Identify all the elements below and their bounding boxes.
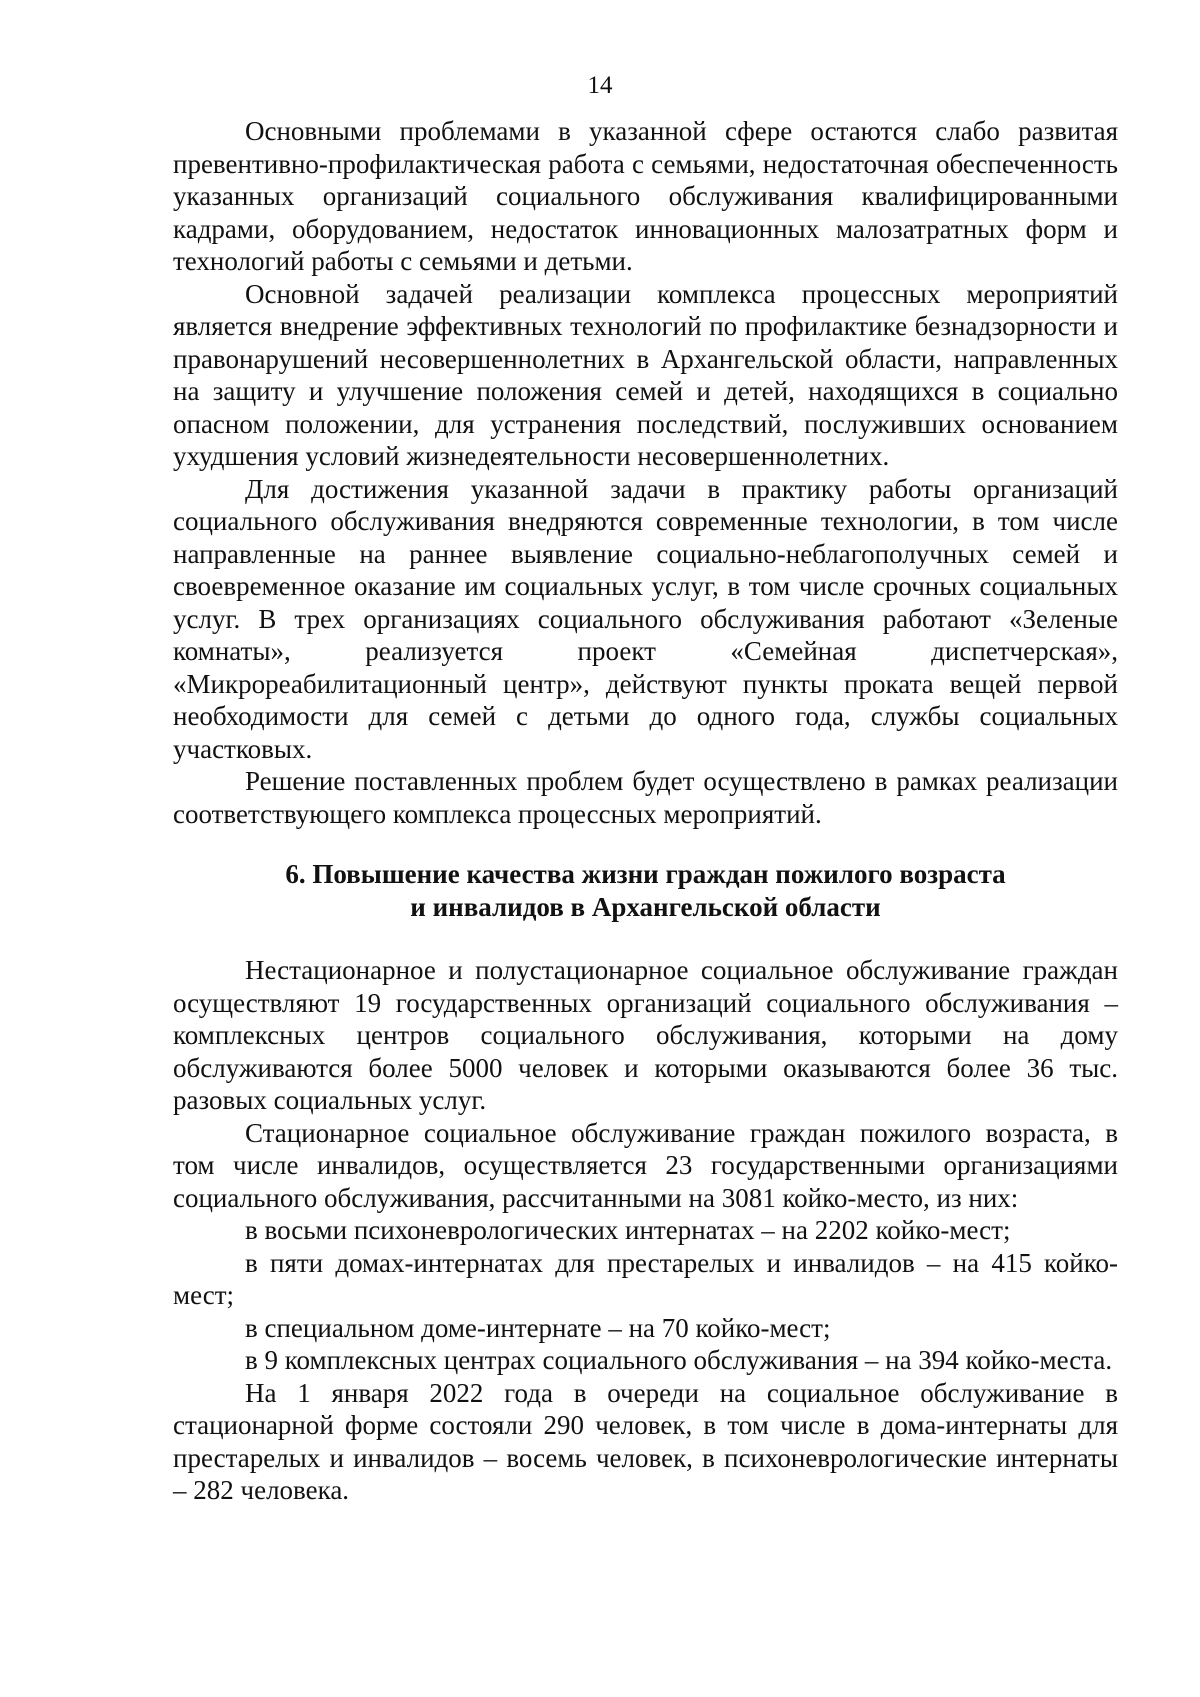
paragraph: Основной задачей реализации комплекса процессных мероприятий является внедрение эффективных технологий по профилактике безнадзорности и правонарушений несовершеннолетних в Архангельской области, направленных на защиту и улучшение положения семей и детей, находящихся в социально опасном положении, для устранения последствий, послуживших основанием ухудшения условий жизнедеятельности несовершеннолетних. [173, 278, 1118, 471]
paragraph: Стационарное социальное обслуживание граждан пожилого возраста, в том числе инвалидов, осуществляется 23 государственными организациями социального обслуживания, рассчитанными на 3081 койко-место, из них: [173, 1117, 1118, 1213]
paragraph: Для достижения указанной задачи в практику работы организаций социального обслуживания внедряются современные технологии, в том числе направленные на раннее выявление социально-неблагополучных семей и своевременное оказание им социальных услуг, в том числе срочных социальных услуг. В трех организациях социального обслуживания работают «Зеленые комнаты», реализуется проект «Семейная диспетчерская», «Микрореабилитационный центр», действуют пункты проката вещей первой необходимости для семей с детьми до одного года, службы социальных участковых. [173, 473, 1118, 764]
list-item: в пяти домах-интернатах для престарелых и инвалидов – на 415 койко-мест; [173, 1247, 1118, 1310]
paragraph: Основными проблемами в указанной сфере остаются слабо развитая превентивно-профилактическая работа с семьями, недостаточная обеспеченность указанных организаций социального обслуживания квалифицированными кадрами, оборудованием, недостаток инновационных малозатратных форм и технологий работы с семьями и детьми. [173, 116, 1118, 276]
page-number: 14 [587, 72, 613, 99]
list-item: в специальном доме-интернате – на 70 койко-мест; [245, 1312, 831, 1343]
list-item: в 9 комплексных центрах социального обслуживания – на 394 койко-места. [245, 1345, 1113, 1375]
paragraph: Нестационарное и полустационарное социальное обслуживание граждан осуществляют 19 государственных организаций социального обслуживания – комплексных центров социального обслуживания, которыми на дому обслуживаются более 5000 человек и которыми оказываются более 36 тыс. разовых социальных услуг. [173, 955, 1118, 1115]
section-heading-line-2: и инвалидов в Архангельской области [410, 892, 881, 922]
section-heading-line-1: 6. Повышение качества жизни граждан пожилого возраста [285, 859, 1006, 889]
section-heading [173, 858, 1118, 924]
document-body [173, 115, 1118, 1507]
paragraph: На 1 января 2022 года в очереди на социальное обслуживание в стационарной форме состояли 290 человек, в том числе в дома-интернаты для престарелых и инвалидов – восемь человек, в психоневрологические интернаты – 282 человека. [173, 1377, 1118, 1505]
list-item: в восьми психоневрологических интернатах – на 2202 койко-мест; [245, 1215, 1011, 1245]
paragraph: Решение поставленных проблем будет осуществлено в рамках реализации соответствующего комплекса процессных мероприятий. [173, 766, 1118, 829]
